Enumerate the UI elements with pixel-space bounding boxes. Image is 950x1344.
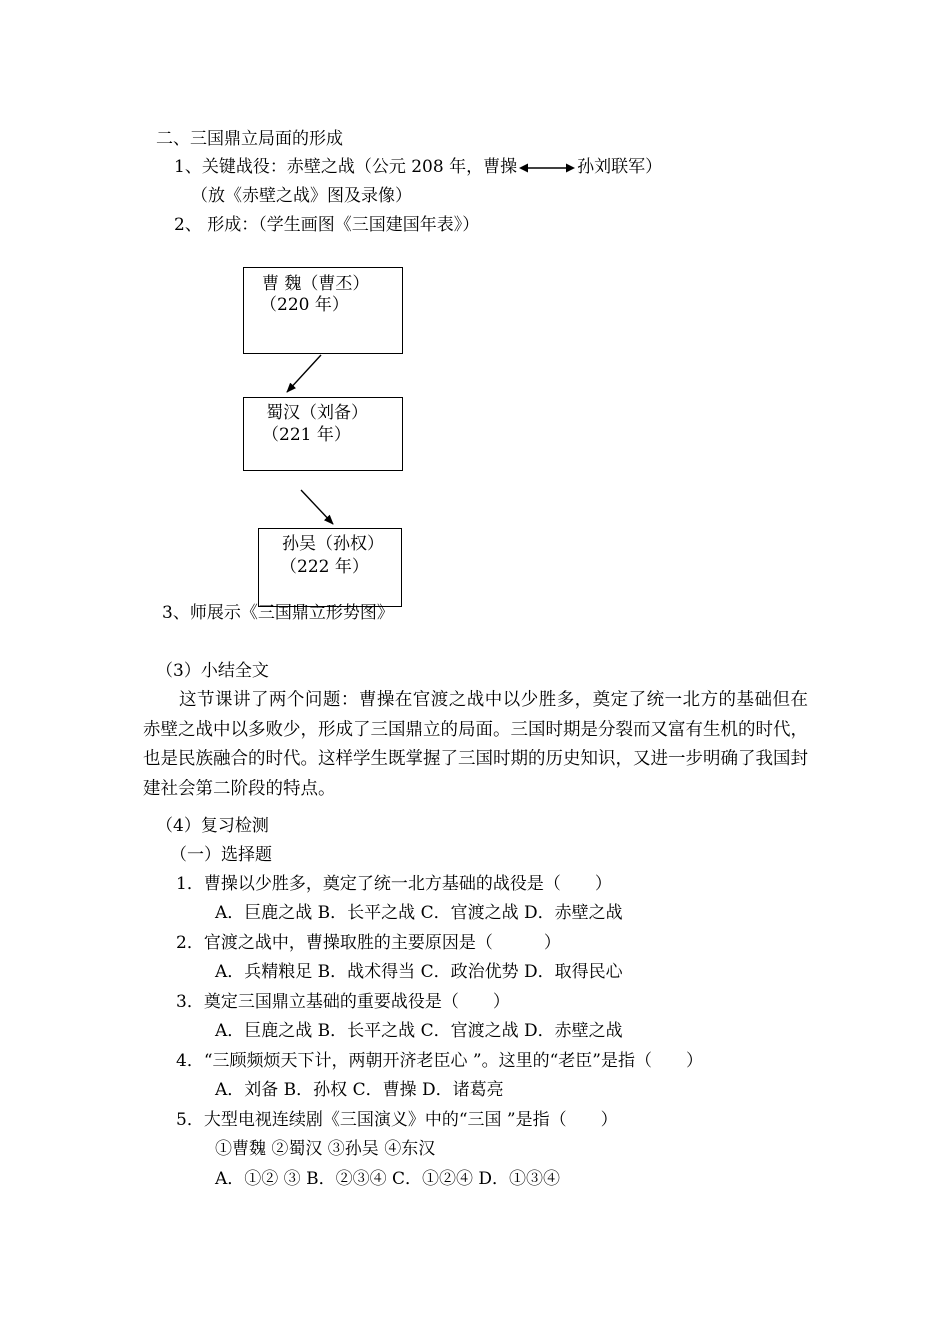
box-wei-year: （220 年） bbox=[260, 295, 349, 315]
arrow-wei-to-shu bbox=[287, 355, 321, 392]
section-title: 二、三国鼎立局面的形成 bbox=[156, 129, 343, 149]
summary-paragraph: 这节课讲了两个问题：曹操在官渡之战中以少胜多，奠定了统一北方的基础但在赤壁之战中以多败少，形成了三国鼎立的局面。三国时期是分裂而又富有生机的时代，也是民族融合的时代。这样学生既掌握了三国时期的历史知识，又进一步明确了我国封建社会第二阶段的特点。 bbox=[143, 690, 808, 799]
question-5: 5．大型电视连续剧《三国演义》中的“三国 ”是指（ ） bbox=[176, 1110, 618, 1130]
box-wei-name: 曹 魏（曹丕） bbox=[262, 274, 370, 294]
item-1-key-battle bbox=[174, 156, 662, 178]
question-3-options: A．巨鹿之战 B．长平之战 C．官渡之战 D．赤壁之战 bbox=[215, 1021, 623, 1041]
summary-heading: （3）小结全文 bbox=[156, 661, 269, 681]
choice-heading: （一）选择题 bbox=[170, 845, 272, 865]
item-1-text-after: 孙刘联军） bbox=[577, 157, 663, 177]
box-shu-year: （221 年） bbox=[262, 425, 351, 445]
box-wu bbox=[258, 528, 402, 607]
box-shu-name: 蜀汉（刘备） bbox=[266, 403, 368, 423]
item-1-text: 1、关键战役：赤壁之战（公元 208 年，曹操 bbox=[174, 157, 518, 177]
question-2-options: A．兵精粮足 B．战术得当 C．政治优势 D．取得民心 bbox=[215, 962, 623, 982]
item-3-show-map: 3、师展示《三国鼎立形势图》 bbox=[162, 603, 394, 623]
arrow-shu-to-wu bbox=[301, 490, 333, 524]
question-5-options: A．①② ③ B．②③④ C．①②④ D．①③④ bbox=[215, 1169, 561, 1189]
review-heading: （4）复习检测 bbox=[156, 816, 269, 836]
item-1-note: （放《赤壁之战》图及录像） bbox=[191, 186, 412, 206]
box-wu-year: （222 年） bbox=[280, 557, 369, 577]
question-4-options: A．刘备 B．孙权 C．曹操 D．诸葛亮 bbox=[215, 1080, 504, 1100]
question-2: 2．官渡之战中，曹操取胜的主要原因是（ ） bbox=[176, 933, 561, 953]
item-2-formation: 2、 形成：（学生画图《三国建国年表》） bbox=[174, 215, 480, 235]
question-1: 1．曹操以少胜多，奠定了统一北方基础的战役是（ ） bbox=[176, 874, 612, 894]
question-4: 4．“三顾频烦天下计，两朝开济老臣心 ”。这里的“老臣”是指（ ） bbox=[176, 1051, 703, 1071]
question-1-options: A．巨鹿之战 B．长平之战 C．官渡之战 D．赤壁之战 bbox=[215, 903, 623, 923]
box-shu bbox=[243, 397, 403, 471]
question-3: 3．奠定三国鼎立基础的重要战役是（ ） bbox=[176, 992, 510, 1012]
question-5-items: ①曹魏 ②蜀汉 ③孙吴 ④东汉 bbox=[215, 1139, 436, 1159]
box-wei bbox=[243, 267, 403, 354]
double-arrow-icon bbox=[519, 161, 575, 175]
box-wu-name: 孙吴（孙权） bbox=[282, 534, 384, 554]
